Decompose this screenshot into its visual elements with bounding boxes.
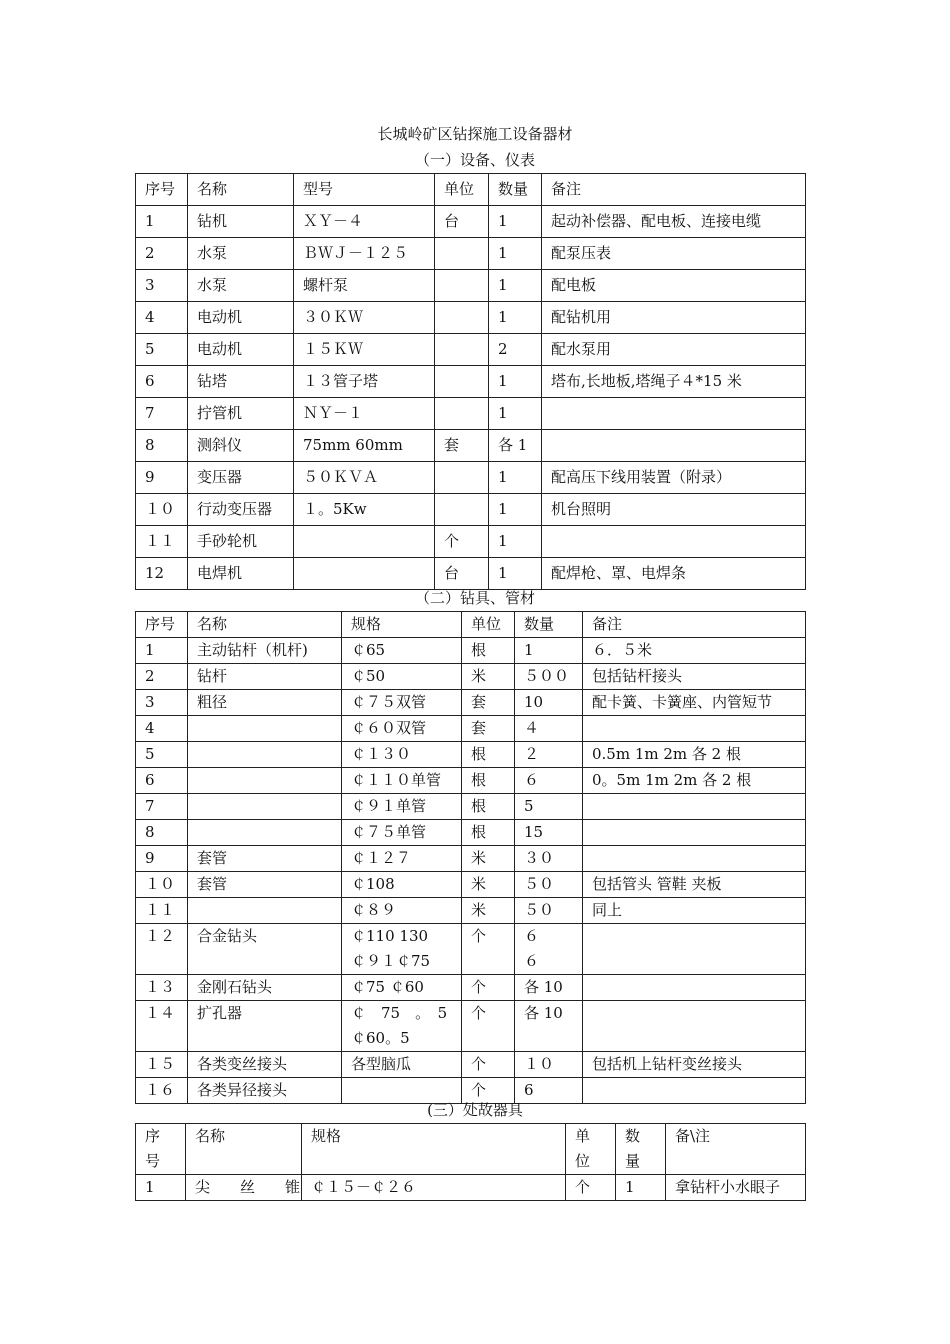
cell-spec: ￠110 130 ￠９１￠75 xyxy=(342,924,462,975)
header-note: 备注 xyxy=(542,174,806,206)
cell-unit: 米 xyxy=(462,846,515,872)
cell-index: １０ xyxy=(136,494,188,526)
cell-note: ６．５米 xyxy=(583,638,806,664)
cell-qty: 2 xyxy=(489,334,542,366)
cell-index: １１ xyxy=(136,898,188,924)
table-row xyxy=(136,872,806,898)
cell-note xyxy=(542,398,806,430)
cell-name: 电动机 xyxy=(188,334,294,366)
cell-index: 5 xyxy=(136,334,188,366)
header-index: 序 号 xyxy=(136,1124,186,1175)
cell-spec: ￠75 ￠60 xyxy=(342,975,462,1001)
table-row xyxy=(136,206,806,238)
cell-index: 12 xyxy=(136,558,188,590)
cell-note: 起动补偿器、配电板、连接电缆 xyxy=(542,206,806,238)
cell-name: 钻杆 xyxy=(188,664,342,690)
table-row xyxy=(136,1052,806,1078)
cell-qty: 1 xyxy=(489,270,542,302)
cell-spec: ￠108 xyxy=(342,872,462,898)
cell-qty: 1 xyxy=(489,558,542,590)
cell-qty: 6 xyxy=(515,1078,583,1104)
cell-qty: 各 1 xyxy=(489,430,542,462)
cell-spec xyxy=(294,558,435,590)
cell-unit: 个 xyxy=(566,1175,616,1201)
cell-unit: 个 xyxy=(462,1001,515,1052)
cell-unit xyxy=(435,462,489,494)
cell-index: １１ xyxy=(136,526,188,558)
header-unit: 单位 xyxy=(435,174,489,206)
cell-name xyxy=(188,820,342,846)
cell-name: 变压器 xyxy=(188,462,294,494)
cell-spec: ￠65 xyxy=(342,638,462,664)
cell-qty: 各 10 xyxy=(515,975,583,1001)
cell-index: 4 xyxy=(136,716,188,742)
cell-name: 电焊机 xyxy=(188,558,294,590)
cell-spec: ３０ＫＷ xyxy=(294,302,435,334)
table-row xyxy=(136,1175,806,1201)
table-row xyxy=(136,494,806,526)
cell-qty: ６ ６ xyxy=(515,924,583,975)
header-unit: 单 位 xyxy=(566,1124,616,1175)
cell-unit: 米 xyxy=(462,898,515,924)
doc-title: 长城岭矿区钻探施工设备器材 xyxy=(377,125,573,143)
cell-qty: 1 xyxy=(489,526,542,558)
cell-unit: 根 xyxy=(462,638,515,664)
cell-qty: ５０ xyxy=(515,872,583,898)
cell-qty: 1 xyxy=(489,398,542,430)
cell-spec: １３管子塔 xyxy=(294,366,435,398)
cell-qty: ４ xyxy=(515,716,583,742)
cell-unit: 个 xyxy=(462,975,515,1001)
cell-spec: ５０ＫＶＡ xyxy=(294,462,435,494)
table-row xyxy=(136,238,806,270)
cell-qty: 10 xyxy=(515,690,583,716)
header-qty: 数 量 xyxy=(616,1124,666,1175)
cell-index: １６ xyxy=(136,1078,188,1104)
cell-index: 9 xyxy=(136,462,188,494)
cell-unit: 根 xyxy=(462,820,515,846)
cell-note xyxy=(583,924,806,975)
drilling-tools-table xyxy=(135,611,806,1104)
cell-name: 粗径 xyxy=(188,690,342,716)
cell-name xyxy=(188,742,342,768)
cell-name xyxy=(188,768,342,794)
cell-qty: 5 xyxy=(515,794,583,820)
cell-index: 1 xyxy=(136,638,188,664)
header-spec: 规格 xyxy=(342,612,462,638)
section3-heading: (三）处故器具 xyxy=(427,1101,523,1119)
cell-index: 5 xyxy=(136,742,188,768)
cell-index: １４ xyxy=(136,1001,188,1052)
cell-note: 同上 xyxy=(583,898,806,924)
cell-qty: 1 xyxy=(489,302,542,334)
table-row xyxy=(136,898,806,924)
cell-unit: 个 xyxy=(462,1052,515,1078)
header-note: 备\注 xyxy=(666,1124,806,1175)
header-index: 序号 xyxy=(136,174,188,206)
cell-spec: ＢＷＪ－１２５ xyxy=(294,238,435,270)
cell-qty: 1 xyxy=(489,462,542,494)
table-row xyxy=(136,1001,806,1052)
cell-index: 8 xyxy=(136,430,188,462)
cell-name xyxy=(188,794,342,820)
header-name: 名称 xyxy=(188,174,294,206)
cell-note: 配高压下线用装置（附录） xyxy=(542,462,806,494)
cell-unit xyxy=(435,398,489,430)
cell-note: 配卡簧、卡簧座、内管短节 xyxy=(583,690,806,716)
header-name: 名称 xyxy=(186,1124,302,1175)
cell-name: 电动机 xyxy=(188,302,294,334)
cell-note: 拿钻杆小水眼子 xyxy=(666,1175,806,1201)
cell-unit: 个 xyxy=(462,924,515,975)
equipment-table xyxy=(135,173,806,590)
cell-unit xyxy=(435,270,489,302)
cell-note: 配泵压表 xyxy=(542,238,806,270)
table-row xyxy=(136,526,806,558)
cell-spec xyxy=(294,526,435,558)
cell-index: 7 xyxy=(136,794,188,820)
cell-spec: 各型脑瓜 xyxy=(342,1052,462,1078)
cell-note xyxy=(583,1001,806,1052)
cell-index: １０ xyxy=(136,872,188,898)
cell-spec: 螺杆泵 xyxy=(294,270,435,302)
cell-spec: ￠８９ xyxy=(342,898,462,924)
cell-name: 套管 xyxy=(188,872,342,898)
cell-unit: 米 xyxy=(462,664,515,690)
header-spec: 规格 xyxy=(302,1124,566,1175)
cell-unit: 根 xyxy=(462,742,515,768)
table-row xyxy=(136,638,806,664)
cell-name: 水泵 xyxy=(188,238,294,270)
cell-index: 1 xyxy=(136,206,188,238)
cell-qty: ６ xyxy=(515,768,583,794)
cell-unit: 根 xyxy=(462,768,515,794)
cell-note: 配水泵用 xyxy=(542,334,806,366)
cell-spec: １。5Kw xyxy=(294,494,435,526)
cell-note: 配电板 xyxy=(542,270,806,302)
cell-unit: 个 xyxy=(435,526,489,558)
cell-unit: 米 xyxy=(462,872,515,898)
cell-note: 配钻机用 xyxy=(542,302,806,334)
cell-note: 包括管头 管鞋 夹板 xyxy=(583,872,806,898)
cell-unit xyxy=(435,238,489,270)
cell-unit xyxy=(435,366,489,398)
cell-name: 测斜仪 xyxy=(188,430,294,462)
cell-note xyxy=(542,526,806,558)
accident-header-row xyxy=(136,1124,806,1175)
header-spec: 型号 xyxy=(294,174,435,206)
cell-name: 尖 丝 锥 xyxy=(186,1175,302,1201)
cell-index: 1 xyxy=(136,1175,186,1201)
table-row xyxy=(136,270,806,302)
cell-qty: ３０ xyxy=(515,846,583,872)
accident-tools-table xyxy=(135,1123,806,1201)
cell-index: 8 xyxy=(136,820,188,846)
cell-qty: ２ xyxy=(515,742,583,768)
cell-index: 6 xyxy=(136,768,188,794)
cell-note xyxy=(583,716,806,742)
cell-name: 合金钻头 xyxy=(188,924,342,975)
table-row xyxy=(136,794,806,820)
cell-index: 2 xyxy=(136,238,188,270)
header-name: 名称 xyxy=(188,612,342,638)
cell-note: 配焊枪、罩、电焊条 xyxy=(542,558,806,590)
table-row xyxy=(136,334,806,366)
cell-note: 包括钻杆接头 xyxy=(583,664,806,690)
table-row xyxy=(136,924,806,975)
table-row xyxy=(136,716,806,742)
cell-unit: 套 xyxy=(462,690,515,716)
table-row xyxy=(136,398,806,430)
cell-spec: ￠６０双管 xyxy=(342,716,462,742)
cell-qty: １０ xyxy=(515,1052,583,1078)
cell-spec: ＮＹ－１ xyxy=(294,398,435,430)
cell-spec: １５ＫＷ xyxy=(294,334,435,366)
cell-unit xyxy=(435,334,489,366)
cell-index: 9 xyxy=(136,846,188,872)
cell-qty: ５００ xyxy=(515,664,583,690)
cell-note xyxy=(583,820,806,846)
cell-index: １５ xyxy=(136,1052,188,1078)
cell-name: 行动变压器 xyxy=(188,494,294,526)
table-row xyxy=(136,742,806,768)
cell-name xyxy=(188,716,342,742)
cell-qty: 1 xyxy=(489,238,542,270)
cell-name: 扩孔器 xyxy=(188,1001,342,1052)
cell-note xyxy=(583,794,806,820)
cell-index: １３ xyxy=(136,975,188,1001)
table-row xyxy=(136,430,806,462)
cell-name xyxy=(188,898,342,924)
table-row xyxy=(136,820,806,846)
cell-index: 4 xyxy=(136,302,188,334)
cell-note xyxy=(583,975,806,1001)
cell-unit: 根 xyxy=(462,794,515,820)
cell-index: 3 xyxy=(136,690,188,716)
cell-name: 各类异径接头 xyxy=(188,1078,342,1104)
cell-index: 2 xyxy=(136,664,188,690)
cell-spec: ￠ 75 。 5 ￠60。5 xyxy=(342,1001,462,1052)
cell-unit: 台 xyxy=(435,558,489,590)
tools-header-row xyxy=(136,612,806,638)
equipment-header-row xyxy=(136,174,806,206)
cell-name: 主动钻杆（机杆) xyxy=(188,638,342,664)
cell-name: 各类变丝接头 xyxy=(188,1052,342,1078)
cell-name: 拧管机 xyxy=(188,398,294,430)
cell-spec: ￠１３０ xyxy=(342,742,462,768)
cell-index: 3 xyxy=(136,270,188,302)
cell-qty: ５０ xyxy=(515,898,583,924)
cell-qty: 15 xyxy=(515,820,583,846)
cell-unit: 个 xyxy=(462,1078,515,1104)
table-row xyxy=(136,768,806,794)
cell-spec: ￠１２７ xyxy=(342,846,462,872)
cell-name: 钻机 xyxy=(188,206,294,238)
header-qty: 数量 xyxy=(515,612,583,638)
header-qty: 数量 xyxy=(489,174,542,206)
cell-spec: ￠１５－￠２６ xyxy=(302,1175,566,1201)
table-row xyxy=(136,975,806,1001)
cell-name: 套管 xyxy=(188,846,342,872)
cell-index: １２ xyxy=(136,924,188,975)
cell-unit xyxy=(435,494,489,526)
section1-heading: （一）设备、仪表 xyxy=(414,151,535,169)
cell-unit xyxy=(435,302,489,334)
cell-note: 0。5m 1m 2m 各 2 根 xyxy=(583,768,806,794)
cell-unit: 套 xyxy=(435,430,489,462)
table-row xyxy=(136,846,806,872)
cell-qty: 1 xyxy=(489,494,542,526)
table-row xyxy=(136,664,806,690)
cell-note: 0.5m 1m 2m 各 2 根 xyxy=(583,742,806,768)
table-row xyxy=(136,690,806,716)
cell-name: 手砂轮机 xyxy=(188,526,294,558)
cell-note: 包括机上钻杆变丝接头 xyxy=(583,1052,806,1078)
cell-spec: ￠１１０单管 xyxy=(342,768,462,794)
cell-unit: 套 xyxy=(462,716,515,742)
cell-name: 金刚石钻头 xyxy=(188,975,342,1001)
cell-name: 钻塔 xyxy=(188,366,294,398)
table-row xyxy=(136,302,806,334)
cell-spec: ＸＹ－４ xyxy=(294,206,435,238)
cell-qty: 1 xyxy=(489,366,542,398)
header-note: 备注 xyxy=(583,612,806,638)
cell-name: 水泵 xyxy=(188,270,294,302)
header-unit: 单位 xyxy=(462,612,515,638)
cell-note xyxy=(583,846,806,872)
cell-spec: ￠９１单管 xyxy=(342,794,462,820)
table-row xyxy=(136,462,806,494)
cell-index: 7 xyxy=(136,398,188,430)
cell-spec: ￠７５单管 xyxy=(342,820,462,846)
cell-qty: 1 xyxy=(515,638,583,664)
cell-note: 塔布,长地板,塔绳子４*15 米 xyxy=(542,366,806,398)
cell-spec: ￠50 xyxy=(342,664,462,690)
table-row xyxy=(136,558,806,590)
section2-heading: （二）钻具、管材 xyxy=(414,589,535,607)
cell-spec: ￠７５双管 xyxy=(342,690,462,716)
cell-unit: 台 xyxy=(435,206,489,238)
cell-index: 6 xyxy=(136,366,188,398)
cell-qty: 各 10 xyxy=(515,1001,583,1052)
cell-note: 机台照明 xyxy=(542,494,806,526)
cell-spec: 75mm 60mm xyxy=(294,430,435,462)
header-index: 序号 xyxy=(136,612,188,638)
cell-note xyxy=(542,430,806,462)
cell-qty: 1 xyxy=(616,1175,666,1201)
cell-qty: 1 xyxy=(489,206,542,238)
table-row xyxy=(136,366,806,398)
